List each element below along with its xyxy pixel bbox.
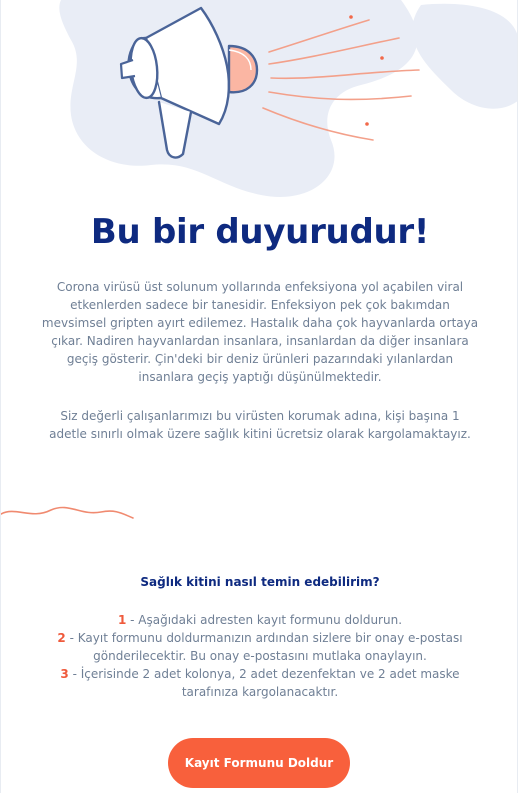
step-number: 2 bbox=[57, 631, 66, 645]
offer-paragraph: Siz değerli çalışanlarımızı bu virüsten korumak adına, kişi başına 1 adetle sınırlı olmak üzere sağlık kitini ücretsiz olarak kargolamaktayız. bbox=[49, 409, 471, 441]
step-text: - Kayıt formunu doldurmanızın ardından sizlere bir onay e-postası gönderilecektir. Bu onay e-postasını mutlaka onaylayın. bbox=[65, 631, 463, 663]
steps-list bbox=[31, 611, 489, 701]
step-item bbox=[31, 665, 489, 701]
step-text: - Aşağıdaki adresten kayıt formunu doldurun. bbox=[126, 613, 403, 627]
step-text: - İçerisinde 2 adet kolonya, 2 adet dezenfektan ve 2 adet maske tarafınıza kargolanacaktır. bbox=[68, 667, 460, 699]
intro-paragraph: Corona virüsü üst solunum yollarında enfeksiyona yol açabilen viral etkenlerden sadece bir tanesidir. Enfeksiyon pek çok bakımdan mevsimsel gripten ayırt edilemez. Hastalık daha çok hayvanlarda ortaya çıkar. Nadiren hayvanlardan insanlara, insanlardan da diğer insanlara geçiş gösterir. Çin'deki bir deniz ürünleri pazarındaki yılanlardan insanlara geçiş yaptığı düşünülmektedir. bbox=[41, 280, 479, 384]
wave-decoration bbox=[1, 496, 141, 526]
step-item bbox=[31, 629, 489, 665]
step-number: 3 bbox=[60, 667, 69, 681]
page-title: Bu bir duyurudur! bbox=[90, 212, 430, 252]
step-item bbox=[31, 611, 489, 629]
instructions-heading: Sağlık kitini nasıl temin edebilirim? bbox=[140, 575, 380, 589]
megaphone-icon bbox=[1, 0, 518, 200]
step-number: 1 bbox=[117, 613, 127, 627]
registration-form-button[interactable]: Kayıt Formunu Doldur bbox=[168, 738, 350, 788]
